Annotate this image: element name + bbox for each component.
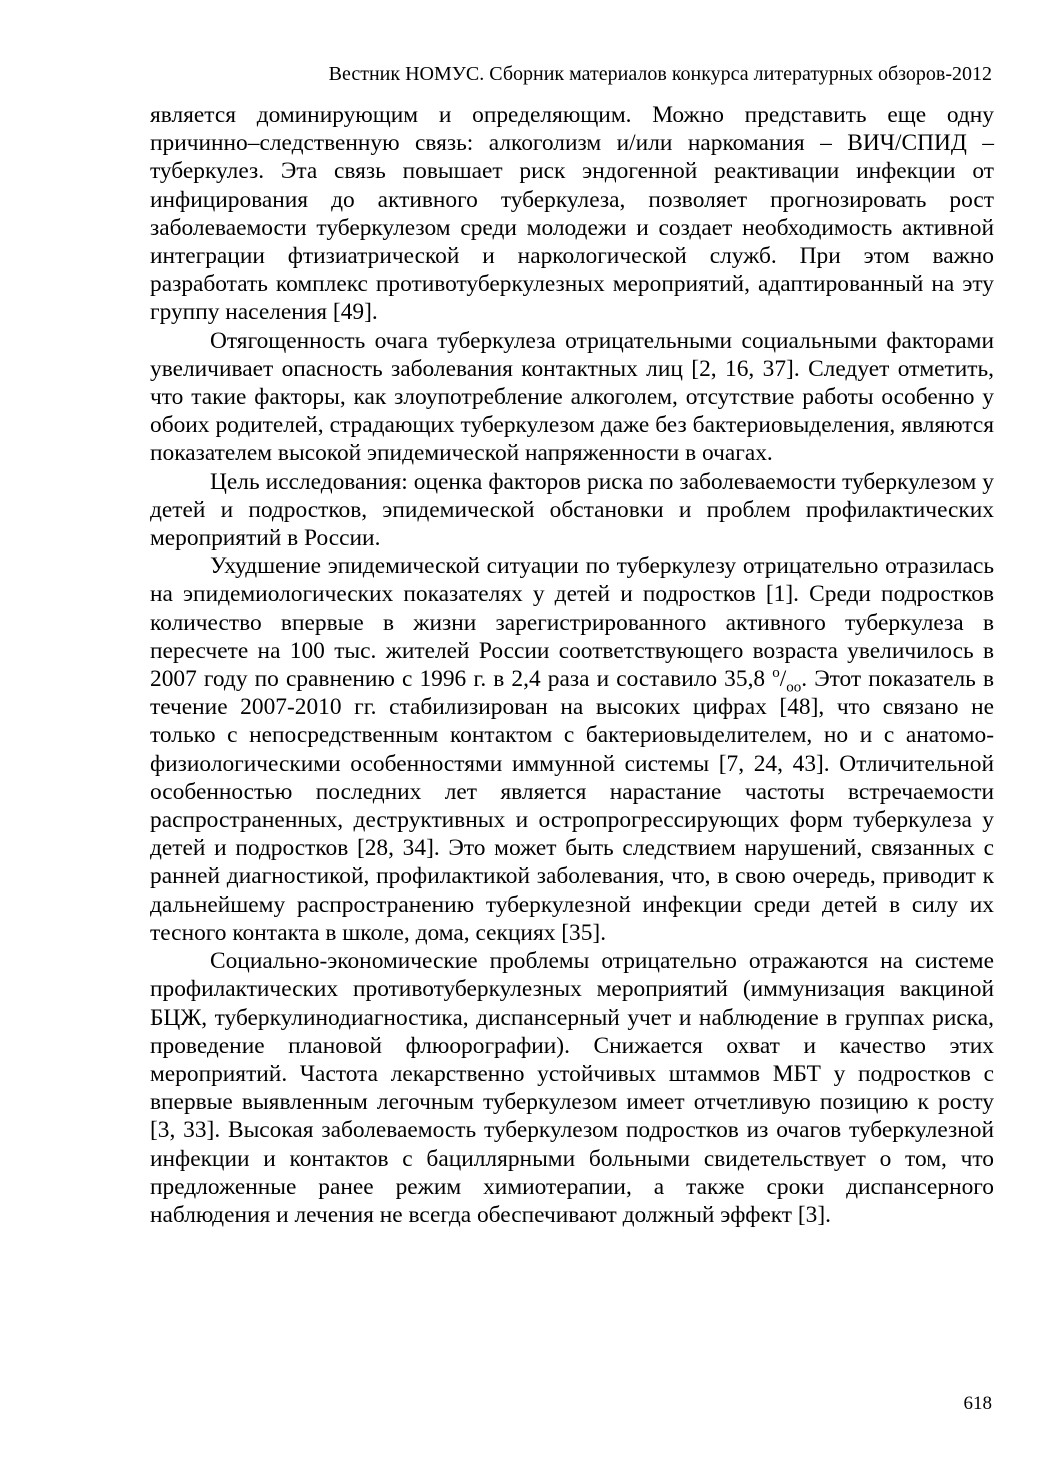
paragraph-1: является доминирующим и определяющим. Можно представить еще одну причинно–следственную связь: алкоголизм и/или наркомания – ВИЧ/СПИД – туберкулез. Эта связь повышает риск эндогенной реактивации инфекции от инфицирования до активного туберкулеза, позволяет прогнозировать рост заболеваемости туберкулезом среди молодежи и создает необходимость активной интеграции фтизиатрической и наркологической служб. При этом важно разработать комплекс противотуберкулезных мероприятий, адаптированный на эту группу населения [49].: [150, 102, 994, 326]
per-mille-subscript: оо: [786, 679, 802, 696]
paragraph-4-text-before: Ухудшение эпидемической ситуации по туберкулезу отрицательно отразилась на эпидемиологических показателях у детей и подростков [1]. Среди подростков количество впервые в жизни зарегистрированного активного туберкулеза в пересчете на 100 тыс. жителей России соответствующего возраста увеличилось в 2007 году по сравнению с 1996 г. в 2,4 раза и составило 35,8: [150, 553, 994, 693]
running-header: Вестник НОМУС. Сборник материалов конкурса литературных обзоров-2012: [328, 63, 992, 85]
paragraph-3: Цель исследования: оценка факторов риска по заболеваемости туберкулезом у детей и подростков, эпидемической обстановки и проблем профилактических мероприятий в России.: [150, 468, 994, 552]
per-mille-slash: /: [779, 666, 787, 693]
page-number: 618: [963, 1393, 992, 1414]
paragraph-5: Социально-экономические проблемы отрицательно отражаются на системе профилактических противотуберкулезных мероприятий (иммунизация вакциной БЦЖ, туберкулинодиагностика, диспансерный учет и наблюдение в группах риска, проведение плановой флюорографии). Снижается охват и качество этих мероприятий. Частота лекарственно устойчивых штаммов МБТ у подростков с впервые выявленным легочным туберкулезом имеет отчетливую позицию к росту [3, 33]. Высокая заболеваемость туберкулезом подростков из очагов туберкулезной инфекции и контактов с бациллярными больными свидетельствует о том, что предложенные ранее режим химиотерапии, а также сроки диспансерного наблюдения и лечения не всегда обеспечивают должный эффект [3].: [150, 948, 994, 1228]
body-text: [150, 101, 994, 1229]
per-mille-superscript: о: [772, 665, 780, 682]
paragraph-4-text-after: . Этот показатель в течение 2007-2010 гг. стабилизирован на высоких цифрах [48], что связано не только с непосредственным контактом с бактериовыделителем, но и с анатомо-физиологическими особенностями иммунной системы [7, 24, 43]. Отличительной особенностью последних лет является нарастание частоты встречаемости распространенных, деструктивных и остропрогрессирующих форм туберкулеза у детей и подростков [28, 34]. Это может быть следствием нарушений, связанных с ранней диагностикой, профилактикой заболевания, что, в свою очередь, приводит к дальнейшему распространению туберкулезной инфекции среди детей в силу их тесного контакта в школе, дома, секциях [35].: [150, 666, 994, 946]
paragraph-4: [150, 552, 994, 947]
paragraph-2: Отягощенность очага туберкулеза отрицательными социальными факторами увеличивает опасность заболевания контактных лиц [2, 16, 37]. Следует отметить, что такие факторы, как злоупотребление алкоголем, отсутствие работы особенно у обоих родителей, страдающих туберкулезом даже без бактериовыделения, являются показателем высокой эпидемической напряженности в очагах.: [150, 327, 994, 467]
